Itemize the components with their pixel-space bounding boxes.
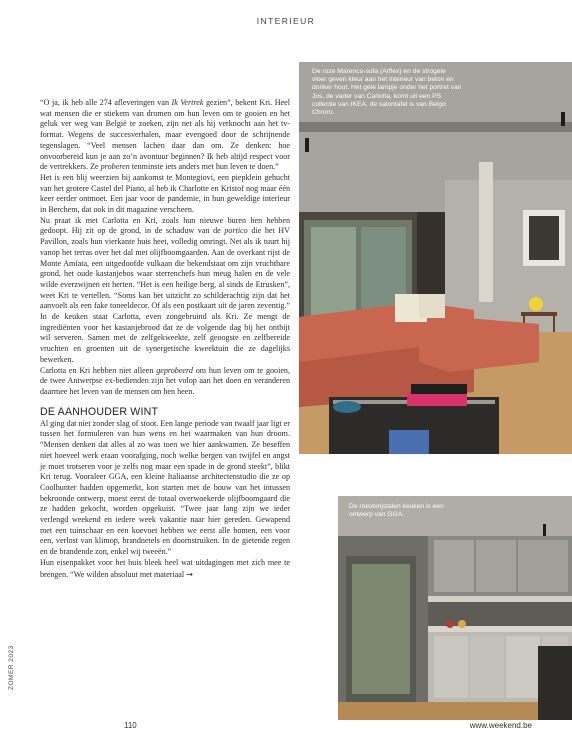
text-run: Hun eisenpakket voor het huis bleek heel wat uitdagingen met zich mee te brengen. “We wilden absoluut met materiaal — [40, 557, 290, 579]
paragraph-1 — [40, 98, 290, 173]
text-run: Nu praat ik met Carlotta en Kri, zoals hun nieuwe buren hen hebben gedoopt. Hij zit op de grond, in de schaduw van de — [40, 215, 290, 236]
living-room-illustration — [299, 62, 572, 454]
emphasis: portico — [224, 226, 248, 236]
issue-season: ZOMER 2023 — [8, 645, 15, 690]
living-room-photo — [299, 62, 572, 454]
site-url: www.weekend.be — [469, 721, 532, 730]
paragraph-4 — [40, 366, 290, 398]
text-run: Carlotta en Kri hebben niet alleen — [40, 365, 157, 375]
text-run: gezien”, bekent Kri. Heel wat mensen die er stiekem van dromen om hun leven om te gooien en het geluk ver weg van België te zoeken, zijn net als hij verknocht aan het tv-format. Wegens de succesverhalen, maar evengoed door de schrijnende tegenslagen. “Veel mensen lachen daar dan om. Ze denken: hoe onvoorbereid kun je aan zo’n avontuur beginnen? Ik heb altijd respect voor de vertrekkers. Ze — [40, 98, 290, 172]
emphasis: proberen — [100, 162, 130, 172]
text-run: tenminste iets anders met hun leven te doen.” — [129, 162, 279, 172]
kitchen-photo — [338, 496, 572, 720]
tv-show-title: Ik Vertrek — [171, 98, 204, 107]
kitchen-illustration — [338, 496, 572, 720]
emphasis: geprobeerd — [156, 365, 193, 375]
photo-caption-bottom: De roestvrijstalen keuken is een ontwerp van GGA. — [349, 503, 444, 519]
paragraph-6 — [40, 558, 290, 580]
section-label: INTERIEUR — [256, 16, 316, 26]
continue-arrow-icon: → — [186, 568, 193, 579]
paragraph-2: Het is een blij weerzien bij aankomst te Montegiovi, een piepklein gehucht van het grotere Castel del Piano, al heb ik Charlotte en Kristof nog maar één keer eerder ontmoet. Een jaar voor de pandemie, in hun geweldige interieur in Berchem, dat ook in dit magazine verscheen. — [40, 172, 290, 215]
text-run: “O ja, ik heb alle 274 afleveringen van — [40, 98, 172, 107]
article-body — [40, 98, 290, 580]
text-run: om hun leven om te gooien, de twee Antwerpse ex-bedienden zijn het volop aan het doen en veranderen daarmee het leven van de mensen om hen heen. — [40, 365, 290, 396]
page-number: 110 — [124, 721, 137, 730]
photo-caption-top: De roze Marenco-sofa (Arflex) en de strogele vloer geven kleur aan het interieur van beton en donker hout. Het gele lampje onder het portret van Jos, de vader van Carlotta, komt uit een PS collectie van IKEA, de salontafel is van Belgo Chrom. — [312, 68, 462, 117]
paragraph-3 — [40, 216, 290, 366]
paragraph-5: Al ging dat niet zonder slag of stoot. Een lange periode van twaalf jaar ligt er tussen het formuleren van hun wens en het waarmaken van hun droom. “Mensen denken dat alles al zo was toen we hier aankwamen. Ze beseffen niet hoeveel werk eraan voorafging, noch welke bergen van twijfel en angst je moet trotseren voor je zelfs nog maar een spade in de grond steekt”, blikt Kri terug. Vooraleer GGA, een kleine Italiaanse architectenstudio die ze op Coolhunter hadden opgemerkt, kon starten met de bouw van het intussen bekroonde ontwerp, moest eerst de totaal overwoekerde olijfboomgaard die ze hadden gekocht, worden opgekuist. “Twee jaar lang zijn we ieder verlengd weekend en iedere week vakantie naar hier gereden. Gewapend met een tuinschaar en een koevoet hebben we eerst alle bomen, een voor een, verlost van klimop, brandnetels en doornstruiken. In de gietende regen en de brandende zon, enkel wij tweeën.” — [40, 418, 290, 557]
text-run: die het HV Pavillon, zoals hun vierkante huis heet, volledig omringt. Net als ik tuurt hij vanop het terras over het dal met olijfboomgaarden. Aan de overkant rijst de Monte Amiata, een uitgedoofde vulkaan die bekendstaat om zijn vruchtbare grond, het oude kastanjebos waar sterrenchefs hun meug halen en de vele wilde everzwijnen en herten. “Het is een heilige berg, al sinds de Etrusken”, weet Kri te vertellen. “Soms kan het uitzicht zo schilderachtig zijn dat het aanvoelt als een fake toneeldecor. Of als een postkaart uit de jaren zeventig.” In de keuken staat Carlotta, even zongebruind als Kri. Ze mengt de ingrediënten voor het kastanjebrood dat ze de volgende dag bij het ontbijt wil serveren. Samen met de zelfgekweekte, zelf geoogste en zelfbereide vruchten en groenten uit de synergetische kweektuin die ze dagelijks bewerken. — [40, 226, 290, 364]
subheading: DE AANHOUDER WINT — [40, 405, 159, 418]
